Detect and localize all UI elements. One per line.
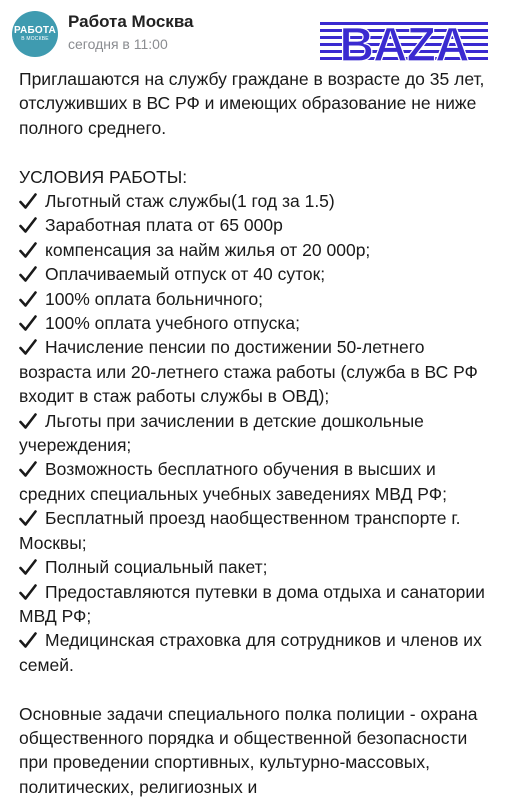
checkmark-icon xyxy=(19,413,37,429)
checkmark-icon xyxy=(19,559,37,575)
condition-item xyxy=(19,409,495,458)
condition-item xyxy=(19,580,495,629)
avatar-logo-text: РАБОТА xyxy=(14,25,56,36)
condition-item xyxy=(19,457,495,506)
condition-item xyxy=(19,555,495,579)
condition-text: Оплачиваемый отпуск от 40 суток; xyxy=(45,264,326,285)
condition-text: Предоставляются путевки в дома отдыха и санатории МВД РФ; xyxy=(19,581,485,626)
checkmark-icon xyxy=(19,217,37,233)
checkmark-icon xyxy=(19,584,37,600)
condition-text: 100% оплата больничного; xyxy=(45,288,264,309)
checkmark-icon xyxy=(19,510,37,526)
condition-text: Начисление пенсии по достижении 50-летнего возраста или 20-летнего стажа работы (служба в ВС РФ входит в стаж работы службы в ОВД); xyxy=(19,337,478,407)
condition-item xyxy=(19,262,495,286)
outro-paragraph: Основные задачи специального полка полиции - охрана общественного порядка и общественной безопасности при проведении спортивных, культурно-массовых, политических, религиозных и xyxy=(19,703,478,797)
condition-item xyxy=(19,506,495,555)
condition-item xyxy=(19,287,495,311)
group-name[interactable]: Работа Москва xyxy=(68,12,194,31)
condition-item xyxy=(19,238,495,262)
checkmark-icon xyxy=(19,632,37,648)
group-avatar[interactable] xyxy=(12,11,58,57)
post-timestamp[interactable]: сегодня в 11:00 xyxy=(68,36,168,52)
checkmark-icon xyxy=(19,461,37,477)
checkmark-icon xyxy=(19,339,37,355)
checkmark-icon xyxy=(19,193,37,209)
intro-paragraph: Приглашаются на службу граждане в возрасте до 35 лет, отслуживших в ВС РФ и имеющих образование не ниже полного среднего. xyxy=(19,69,485,138)
condition-text: 100% оплата учебного отпуска; xyxy=(45,313,300,334)
condition-text: Льготы при зачислении в детские дошкольные учереждения; xyxy=(19,410,424,456)
condition-item xyxy=(19,189,495,213)
condition-text: Бесплатный проезд наобщественном транспорте г. Москвы; xyxy=(19,508,461,553)
avatar-logo-subtext: В МОСКВЕ xyxy=(21,36,49,42)
conditions-list xyxy=(19,189,495,677)
condition-text: Медицинская страховка для сотрудников и членов их семей. xyxy=(19,630,482,675)
conditions-title: УСЛОВИЯ РАБОТЫ: xyxy=(19,166,188,187)
checkmark-icon xyxy=(19,291,37,307)
condition-item xyxy=(19,213,495,237)
baza-logo-graphic xyxy=(320,18,488,68)
condition-item xyxy=(19,335,495,408)
post-text xyxy=(19,67,495,799)
condition-item xyxy=(19,628,495,677)
condition-item xyxy=(19,311,495,335)
baza-watermark-logo xyxy=(320,18,488,68)
checkmark-icon xyxy=(19,242,37,258)
checkmark-icon xyxy=(19,266,37,282)
condition-text: Возможность бесплатного обучения в высших и средних специальных учебных заведениях МВД РФ; xyxy=(19,459,447,504)
condition-text: Полный социальный пакет; xyxy=(45,557,268,578)
condition-text: Заработная плата от 65 000р xyxy=(45,215,283,236)
baza-logo-text: BAZA xyxy=(339,19,469,68)
condition-text: Льготный стаж службы(1 год за 1.5) xyxy=(45,191,335,212)
post-header xyxy=(0,0,506,68)
condition-text: компенсация за найм жилья от 20 000р; xyxy=(45,239,371,260)
checkmark-icon xyxy=(19,315,37,331)
